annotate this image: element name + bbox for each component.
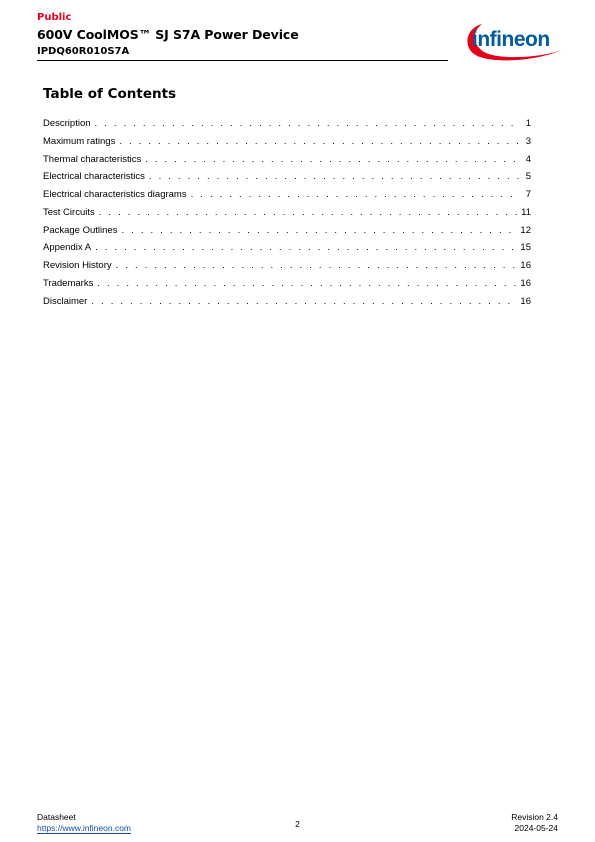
toc-entry-page: 4 — [525, 153, 531, 165]
logo-wordmark: infineon — [472, 28, 550, 51]
infineon-logo — [462, 16, 577, 64]
toc-entry[interactable] — [43, 296, 531, 314]
toc-dot-leader — [97, 278, 516, 289]
toc-dot-leader — [91, 296, 516, 307]
toc-entry[interactable] — [43, 278, 531, 296]
toc-entry[interactable] — [43, 242, 531, 260]
toc-heading: Table of Contents — [43, 86, 177, 102]
toc-dot-leader — [191, 189, 519, 200]
toc-entry-page: 7 — [525, 189, 531, 200]
toc-dot-leader — [95, 242, 516, 253]
toc-entry-label: Thermal characteristics — [43, 153, 142, 165]
toc-entry[interactable] — [43, 225, 531, 243]
toc-entry-label: Maximum ratings — [43, 135, 116, 147]
toc-entry-label: Test Circuits — [43, 206, 95, 218]
toc-entry-page: 5 — [525, 171, 531, 183]
toc-dot-leader — [149, 171, 519, 182]
toc-entry-label: Description — [43, 118, 91, 129]
toc-entry[interactable] — [43, 118, 531, 136]
toc-entry-label: Electrical characteristics — [43, 171, 145, 183]
toc-list — [43, 118, 531, 313]
header-rule — [37, 60, 448, 61]
toc-dot-leader — [95, 118, 519, 129]
toc-entry-label: Disclaimer — [43, 295, 88, 307]
toc-entry-page: 15 — [520, 242, 531, 254]
toc-dot-leader — [119, 136, 519, 147]
footer-revision: Revision 2.4 — [511, 812, 558, 822]
toc-entry[interactable] — [43, 136, 531, 154]
document-title: 600V CoolMOS™ SJ S7A Power Device — [37, 27, 299, 42]
toc-entry-label: Package Outlines — [43, 224, 118, 236]
toc-dot-leader — [121, 225, 516, 236]
footer-doc-type: Datasheet — [37, 812, 76, 822]
footer-page-number: 2 — [295, 819, 300, 829]
toc-entry-page: 1 — [525, 118, 531, 129]
toc-entry-page: 16 — [520, 277, 531, 289]
toc-entry-page: 11 — [521, 206, 531, 218]
toc-entry[interactable] — [43, 260, 531, 278]
toc-entry[interactable] — [43, 171, 531, 189]
footer-website-link[interactable]: https://www.infineon.com — [37, 823, 132, 833]
toc-entry-page: 16 — [520, 260, 531, 271]
toc-dot-leader — [99, 207, 517, 218]
toc-entry-label: Electrical characteristics diagrams — [43, 189, 187, 200]
toc-entry-label: Appendix A — [43, 242, 92, 254]
toc-entry[interactable] — [43, 189, 531, 207]
toc-entry-label: Revision History — [43, 260, 112, 271]
classification-label: Public — [37, 12, 72, 23]
toc-dot-leader — [116, 260, 517, 271]
toc-entry[interactable] — [43, 154, 531, 172]
part-number: IPDQ60R010S7A — [37, 46, 130, 57]
toc-entry-page: 16 — [520, 295, 531, 307]
toc-entry-page: 3 — [525, 135, 531, 147]
footer-date: 2024-05-24 — [514, 823, 558, 833]
footer-right — [511, 812, 558, 834]
toc-entry[interactable] — [43, 207, 531, 225]
toc-entry-label: Trademarks — [43, 277, 94, 289]
toc-dot-leader — [145, 154, 519, 165]
toc-entry-page: 12 — [520, 224, 531, 236]
